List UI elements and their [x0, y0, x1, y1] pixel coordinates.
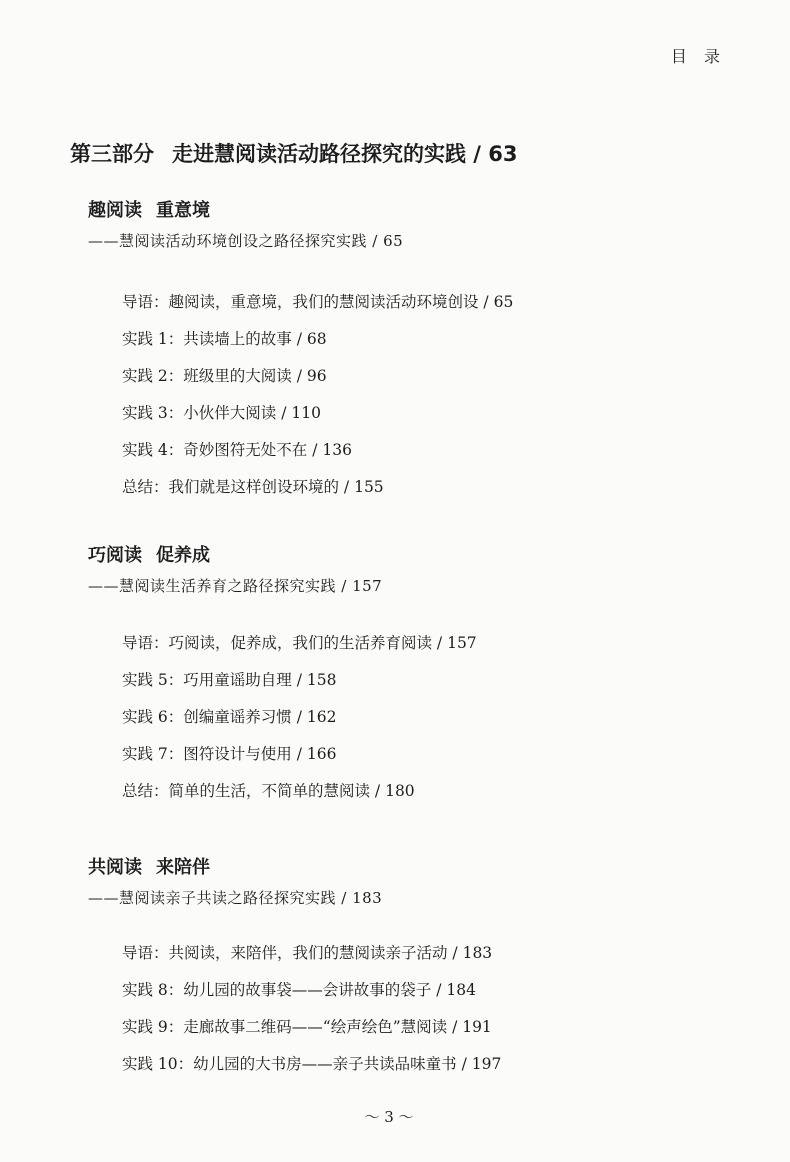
- section-3: [88, 853, 738, 908]
- part-heading: [70, 138, 518, 168]
- toc-entry[interactable]: 实践 9：走廊故事二维码——“绘声绘色”慧阅读 / 191: [122, 1018, 492, 1036]
- toc-entry[interactable]: 实践 8：幼儿园的故事袋——会讲故事的袋子 / 184: [122, 981, 476, 999]
- section-subtitle: ——慧阅读活动环境创设之路径探究实践 / 65: [88, 232, 404, 250]
- section-title: [88, 541, 738, 567]
- toc-entry[interactable]: 导语：巧阅读，促养成，我们的生活养育阅读 / 157: [122, 634, 477, 652]
- toc-entry[interactable]: 实践 3：小伙伴大阅读 / 110: [122, 404, 321, 422]
- part-title: 走进慧阅读活动路径探究的实践 / 63: [172, 142, 518, 166]
- toc-entry[interactable]: 总结：我们就是这样创设环境的 / 155: [122, 478, 384, 496]
- toc-entry[interactable]: 实践 7：图符设计与使用 / 166: [122, 745, 337, 763]
- section-title-a: 趣阅读: [88, 200, 142, 221]
- section-2-entries: [122, 625, 477, 810]
- running-header: 目 录: [670, 47, 726, 66]
- section-title-b: 来陪伴: [156, 857, 210, 878]
- toc-entry[interactable]: 实践 1：共读墙上的故事 / 68: [122, 330, 327, 348]
- section-subtitle: ——慧阅读亲子共读之路径探究实践 / 183: [88, 889, 383, 907]
- section-3-entries: [122, 935, 501, 1083]
- section-1-entries: [122, 284, 513, 506]
- section-title: [88, 196, 738, 222]
- section-1: [88, 196, 738, 251]
- section-2: [88, 541, 738, 596]
- toc-entry[interactable]: 实践 2：班级里的大阅读 / 96: [122, 367, 327, 385]
- section-title-a: 巧阅读: [88, 545, 142, 566]
- toc-entry[interactable]: 实践 5：巧用童谣助自理 / 158: [122, 671, 337, 689]
- section-title: [88, 853, 738, 879]
- toc-entry[interactable]: 导语：共阅读，来陪伴，我们的慧阅读亲子活动 / 183: [122, 944, 493, 962]
- page-number: ～ 3 ～: [364, 1108, 414, 1126]
- toc-entry[interactable]: 总结：简单的生活，不简单的慧阅读 / 180: [122, 782, 415, 800]
- section-title-a: 共阅读: [88, 857, 142, 878]
- toc-entry[interactable]: 实践 6：创编童谣养习惯 / 162: [122, 708, 337, 726]
- part-label: 第三部分: [70, 142, 154, 166]
- section-subtitle: ——慧阅读生活养育之路径探究实践 / 157: [88, 577, 383, 595]
- section-title-b: 重意境: [156, 200, 210, 221]
- toc-entry[interactable]: 实践 4：奇妙图符无处不在 / 136: [122, 441, 352, 459]
- section-title-b: 促养成: [156, 545, 210, 566]
- toc-entry[interactable]: 导语：趣阅读，重意境，我们的慧阅读活动环境创设 / 65: [122, 293, 514, 311]
- toc-entry[interactable]: 实践 10：幼儿园的大书房——亲子共读品味童书 / 197: [122, 1055, 502, 1073]
